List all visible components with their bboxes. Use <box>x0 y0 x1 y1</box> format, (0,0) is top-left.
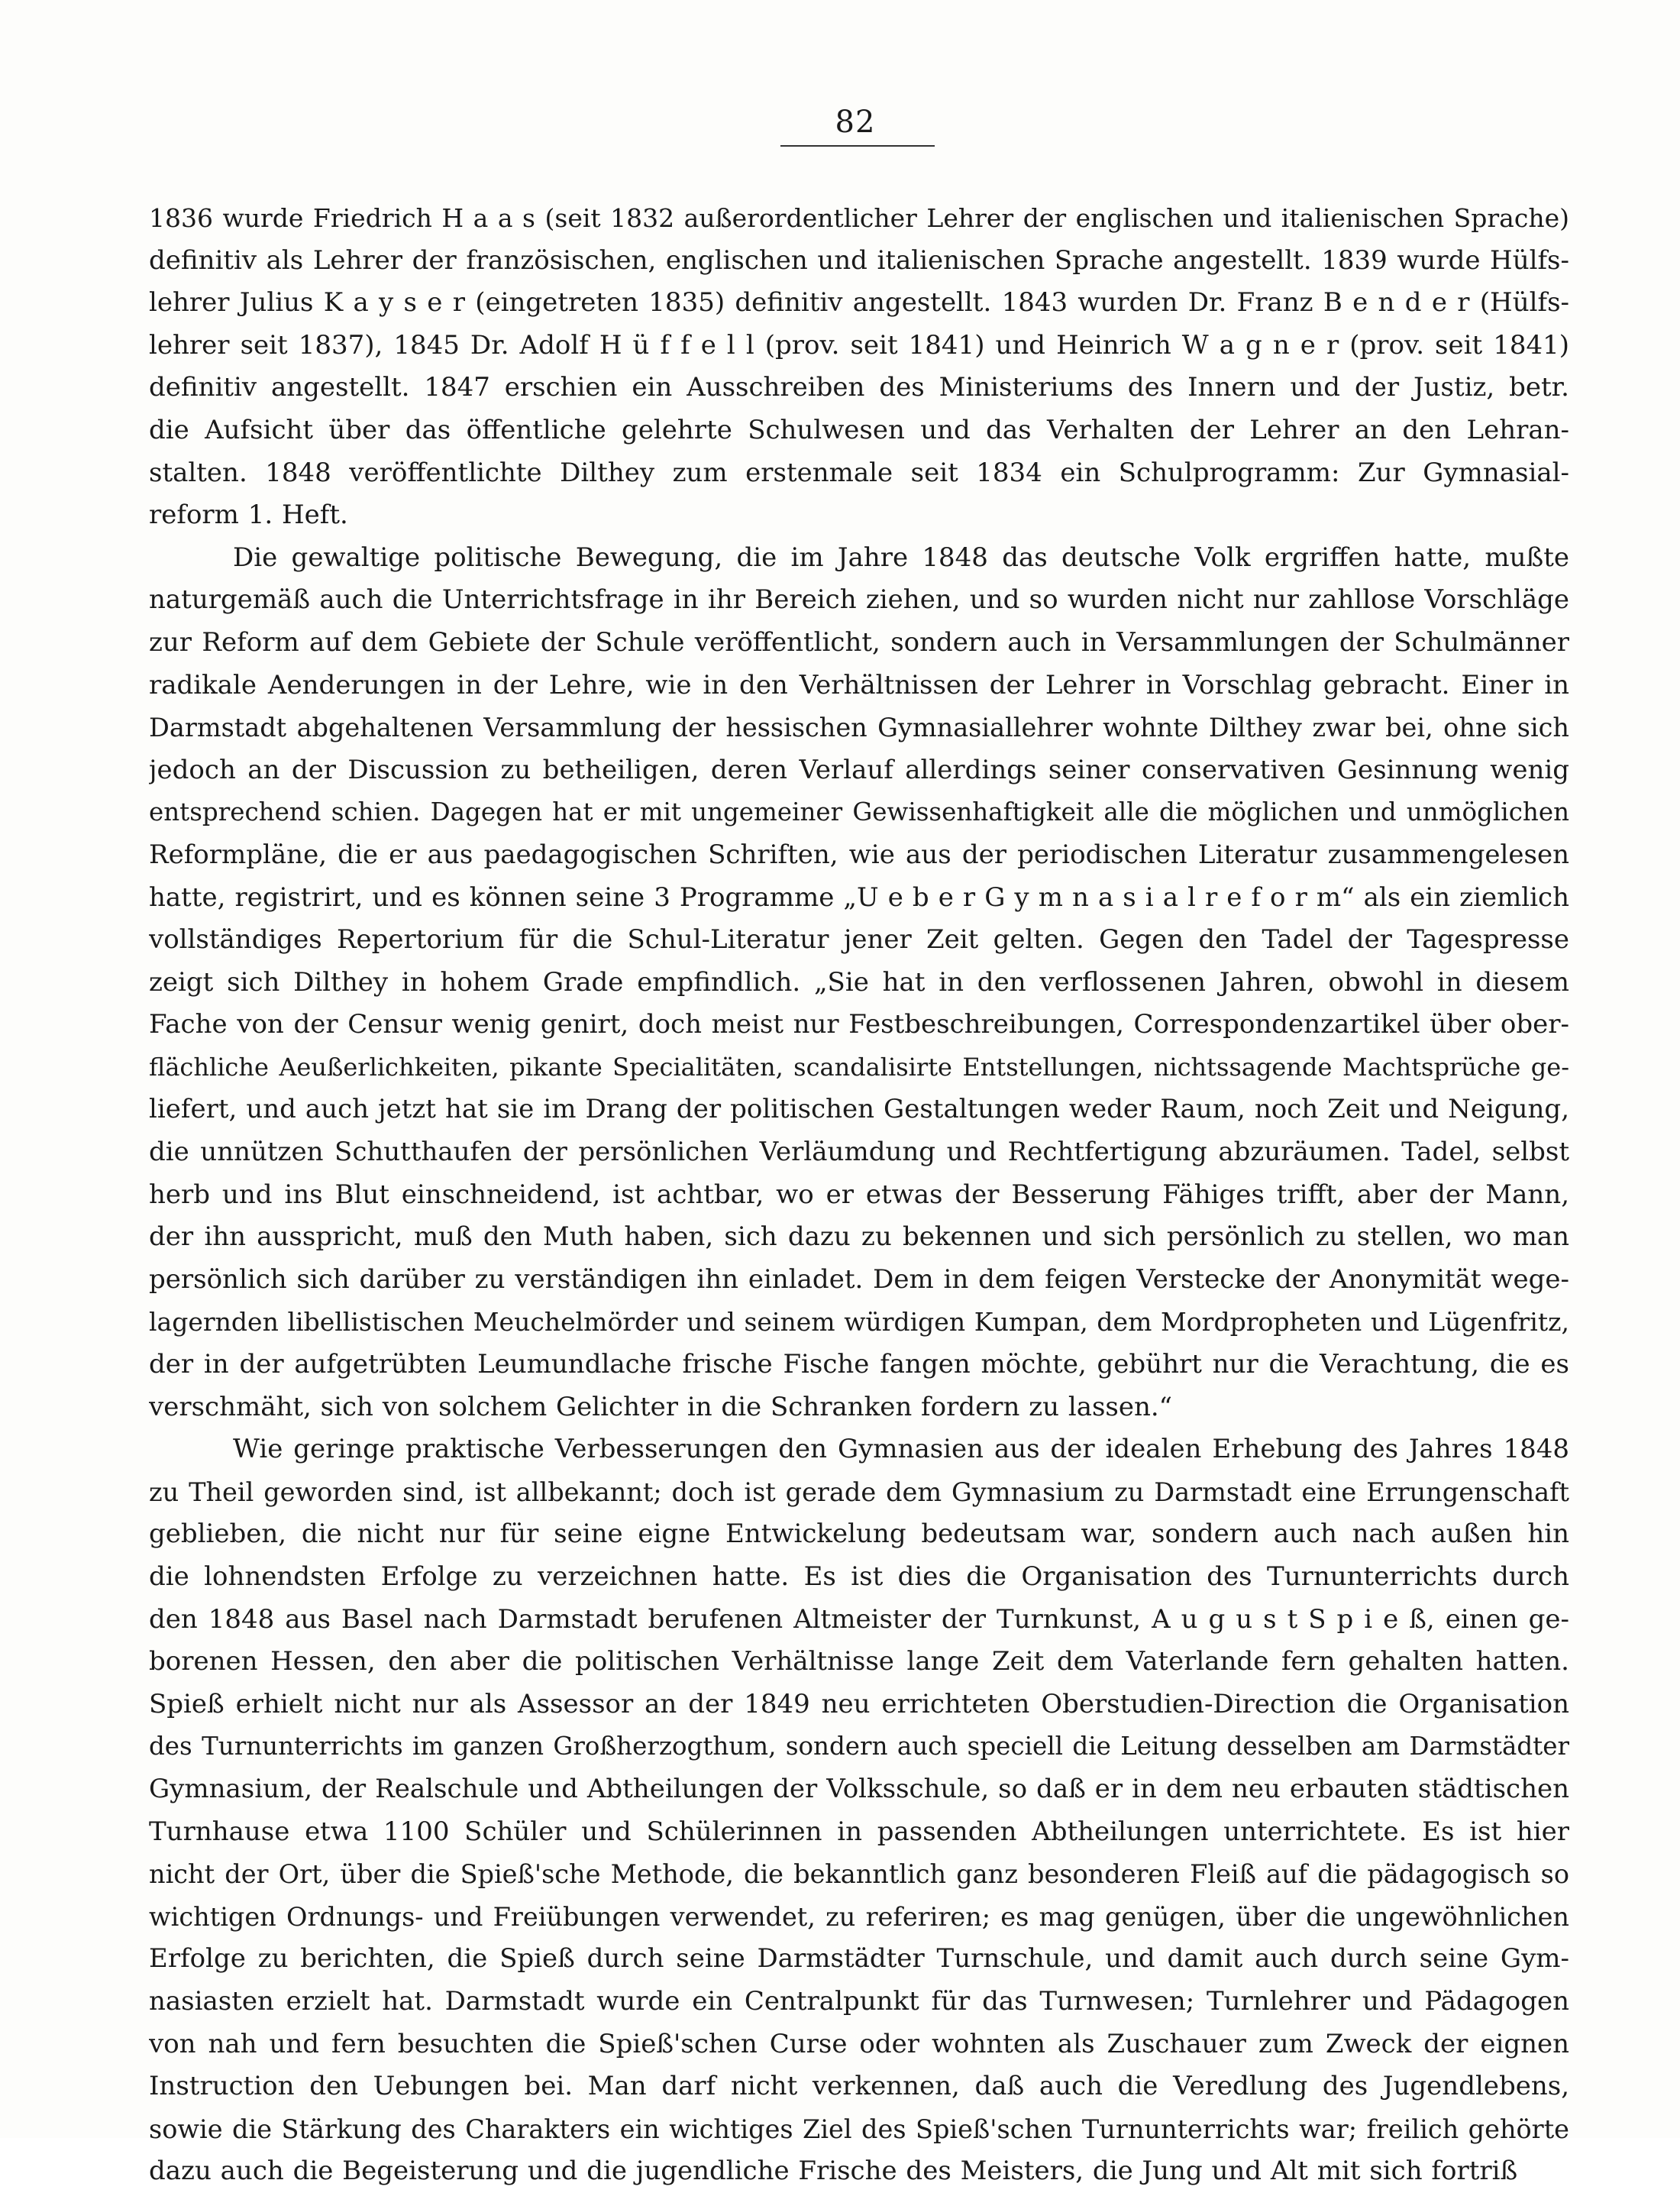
text-line: Gymnasium, der Realschule und Abtheilungen der Volksschule, so daß er in dem neu erbauten städtischen <box>149 1773 1569 1804</box>
text-line: sowie die Stärkung des Charakters ein wichtiges Ziel des Spieß'schen Turnunterrichts war; freilich gehörte <box>149 2114 1569 2144</box>
text-line: radikale Aenderungen in der Lehre, wie in den Verhältnissen der Lehrer in Vorschlag gebracht. Einer in <box>149 669 1569 700</box>
text-line: lagernden libellistischen Meuchelmörder und seinem würdigen Kumpan, dem Mordpropheten und Lügenfritz, <box>149 1307 1569 1337</box>
text-line: wichtigen Ordnungs- und Freiübungen verwendet, zu referiren; es mag genügen, über die ungewöhnlichen <box>149 1901 1569 1932</box>
text-line: verschmäht, sich von solchem Gelichter in die Schranken fordern zu lassen.“ <box>149 1391 1173 1422</box>
text-line: geblieben, die nicht nur für seine eigne Entwickelung bedeutsam war, sondern auch nach außen hin <box>149 1519 1569 1550</box>
text-line: herb und ins Blut einschneidend, ist achtbar, wo er etwas der Besserung Fähiges trifft, aber der Mann, <box>149 1179 1569 1210</box>
text-line: jedoch an der Discussion zu betheiligen, deren Verlauf allerdings seiner conservativen Gesinnung wenig <box>149 754 1569 785</box>
text-line: dazu auch die Begeisterung und die jugendliche Frische des Meisters, die Jung und Alt mit sich fortriß <box>149 2156 1518 2187</box>
text-line: Turnhause etwa 1100 Schüler und Schülerinnen in passenden Abtheilungen unterrichtete. Es ist hier <box>149 1816 1569 1847</box>
text-line: Wie geringe praktische Verbesserungen den Gymnasien aus der idealen Erhebung des Jahres 1848 <box>233 1434 1569 1465</box>
text-line: 1836 wurde Friedrich H a a s (seit 1832 außerordentlicher Lehrer der englischen und italienischen Sprache) <box>149 203 1569 233</box>
text-line: lehrer Julius K a y s e r (eingetreten 1835) definitiv angestellt. 1843 wurden Dr. Franz B e n d e r (Hülfs- <box>149 287 1569 319</box>
text-line: die lohnendsten Erfolge zu verzeichnen hatte. Es ist dies die Organisation des Turnunterrichts durch <box>149 1561 1569 1592</box>
text-line: Fache von der Censur wenig genirt, doch meist nur Festbeschreibungen, Correspondenzartikel über ober- <box>149 1009 1569 1040</box>
text-line: zu Theil geworden sind, ist allbekannt; doch ist gerade dem Gymnasium zu Darmstadt eine Errungenschaft <box>149 1477 1569 1507</box>
text-line: des Turnunterrichts im ganzen Großherzogthum, sondern auch speciell die Leitung desselben am Darmstädter <box>149 1732 1569 1761</box>
text-line: Die gewaltige politische Bewegung, die im Jahre 1848 das deutsche Volk ergriffen hatte, mußte <box>233 542 1569 573</box>
text-line: persönlich sich darüber zu verständigen ihn einladet. Dem in dem feigen Verstecke der Anonymität wege- <box>149 1263 1569 1295</box>
text-line: Darmstadt abgehaltenen Versammlung der hessischen Gymnasiallehrer wohnte Dilthey zwar bei, ohne sich <box>149 713 1569 743</box>
text-line: den 1848 aus Basel nach Darmstadt berufenen Altmeister der Turnkunst, A u g u s t S p i e ß, einen ge- <box>149 1603 1569 1635</box>
paragraph-2 <box>149 537 1569 1428</box>
text-line: flächliche Aeußerlichkeiten, pikante Specialitäten, scandalisirte Entstellungen, nichtssagende Machtsprüche ge- <box>149 1052 1569 1082</box>
header-rule <box>780 145 935 147</box>
paragraph-3 <box>149 1428 1569 2193</box>
text-line: Reformpläne, die er aus paedagogischen Schriften, wie aus der periodischen Literatur zusammengelesen <box>149 839 1569 870</box>
text-line: Spieß erhielt nicht nur als Assessor an der 1849 neu errichteten Oberstudien-Direction die Organisation <box>149 1688 1569 1719</box>
text-line: die Aufsicht über das öffentliche gelehrte Schulwesen und das Verhalten der Lehrer an den Lehran- <box>149 414 1569 445</box>
text-line: die unnützen Schutthaufen der persönlichen Verläumdung und Rechtfertigung abzuräumen. Tadel, selbst <box>149 1137 1569 1168</box>
text-line: von nah und fern besuchten die Spieß'schen Curse oder wohnten als Zuschauer zum Zweck der eignen <box>149 2028 1569 2059</box>
text-line: naturgemäß auch die Unterrichtsfrage in ihr Bereich ziehen, und so wurden nicht nur zahllose Vorschläge <box>149 584 1569 616</box>
text-line: Instruction den Uebungen bei. Man darf nicht verkennen, daß auch die Veredlung des Jugendlebens, <box>149 2071 1569 2102</box>
body-text <box>149 197 1569 2193</box>
text-line: stalten. 1848 veröffentlichte Dilthey zum erstenmale seit 1834 ein Schulprogramm: Zur Gymnasial- <box>149 457 1569 488</box>
text-line: nicht der Ort, über die Spieß'sche Methode, die bekanntlich ganz besonderen Fleiß auf die pädagogisch so <box>149 1859 1569 1890</box>
text-line: vollständiges Repertorium für die Schul-Literatur jener Zeit gelten. Gegen den Tadel der Tagespresse <box>149 924 1569 956</box>
text-line: zur Reform auf dem Gebiete der Schule veröffentlicht, sondern auch in Versammlungen der Schulmänner <box>149 626 1569 658</box>
text-line: definitiv angestellt. 1847 erschien ein Ausschreiben des Ministeriums des Innern und der Justiz, betr. <box>149 372 1569 403</box>
text-line: der ihn ausspricht, muß den Muth haben, sich dazu zu bekennen und sich persönlich zu stellen, wo man <box>149 1221 1569 1253</box>
paragraph-1 <box>149 197 1569 537</box>
page-number: 82 <box>835 105 876 140</box>
text-line: lehrer seit 1837), 1845 Dr. Adolf H ü f f e l l (prov. seit 1841) und Heinrich W a g n e r (prov. seit 1841) <box>149 329 1569 361</box>
text-line: nasiasten erzielt hat. Darmstadt wurde ein Centralpunkt für das Turnwesen; Turnlehrer und Pädagogen <box>149 1985 1569 2017</box>
text-line: Erfolge zu berichten, die Spieß durch seine Darmstädter Turnschule, und damit auch durch seine Gym- <box>149 1943 1569 1975</box>
text-line: liefert, und auch jetzt hat sie im Drang der politischen Gestaltungen weder Raum, noch Zeit und Neigung, <box>149 1094 1569 1125</box>
text-line: der in der aufgetrübten Leumundlache frische Fische fangen möchte, gebührt nur die Verachtung, die es <box>149 1349 1569 1380</box>
text-line: entsprechend schien. Dagegen hat er mit ungemeiner Gewissenhaftigkeit alle die möglichen und unmöglichen <box>149 797 1569 827</box>
text-line: borenen Hessen, den aber die politischen Verhältnisse lange Zeit dem Vaterlande fern gehalten hatten. <box>149 1646 1569 1677</box>
text-line: hatte, registrirt, und es können seine 3 Programme „U e b e r G y m n a s i a l r e f o r m“ als ein ziemlich <box>149 881 1569 913</box>
text-line: zeigt sich Dilthey in hohem Grade empfindlich. „Sie hat in den verflossenen Jahren, obwohl in diesem <box>149 966 1569 998</box>
text-line: reform 1. Heft. <box>149 500 348 531</box>
text-line: definitiv als Lehrer der französischen, englischen und italienischen Sprache angestellt. 1839 wurde Hülfs- <box>149 244 1569 276</box>
